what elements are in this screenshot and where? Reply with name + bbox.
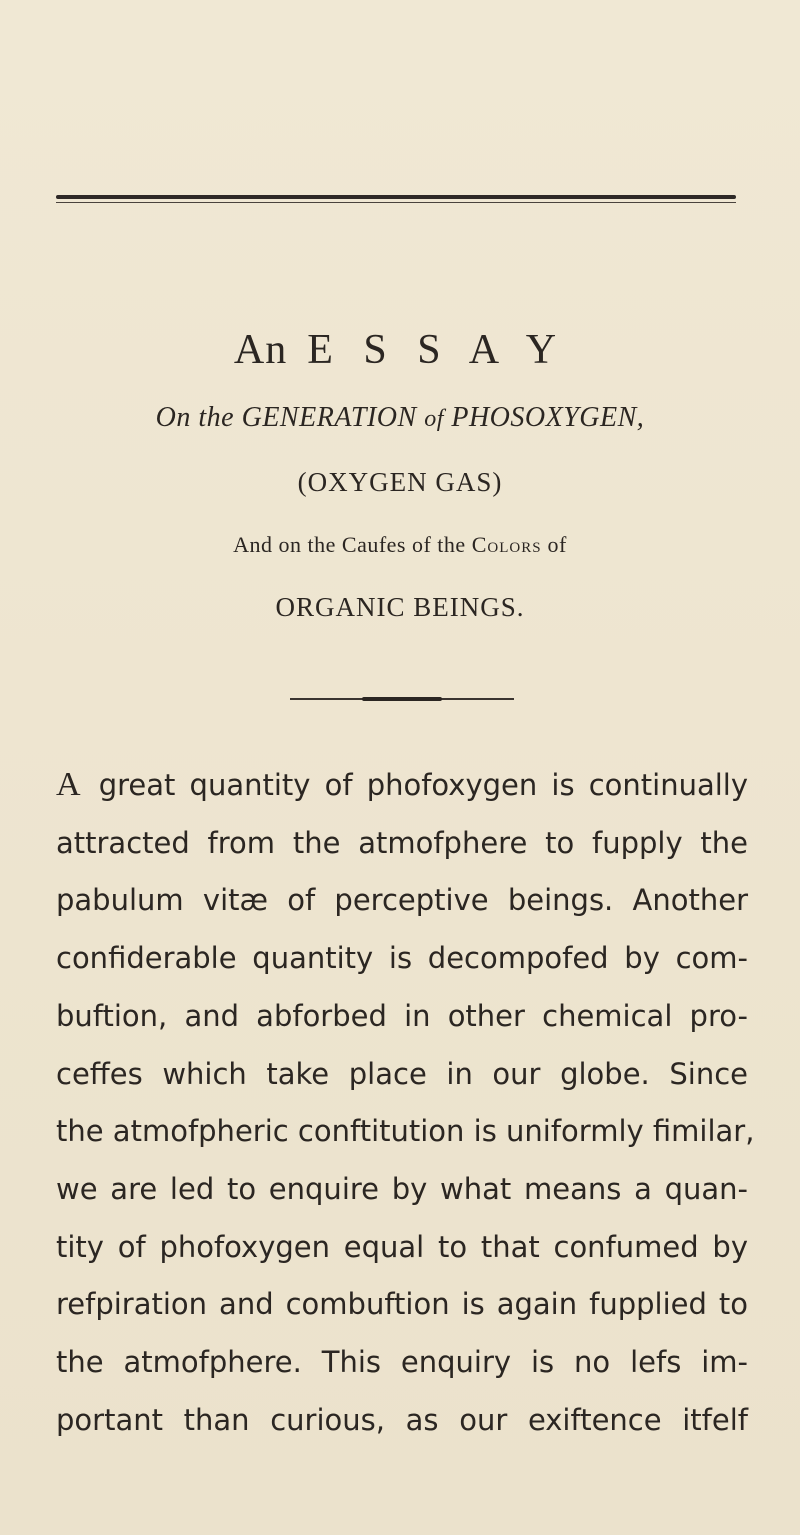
divider-ornament — [290, 697, 514, 701]
drop-initial: A — [56, 766, 81, 803]
subtitle-colors: Colors — [471, 532, 542, 557]
body-line-12: portant than curious, as our exiftence itfelf — [56, 1402, 748, 1437]
body-line-11: the atmofphere. This enquiry is no lefs im- — [56, 1345, 748, 1380]
subtitle-causes: And on the Caufes of the — [233, 532, 466, 557]
subtitle-generation: GENERATION — [241, 402, 417, 433]
top-rule-thin — [56, 202, 736, 203]
divider-swell — [362, 697, 442, 701]
top-rule — [56, 195, 736, 199]
subtitle-phosoxygen: PHOSOXYGEN, — [451, 402, 645, 433]
body-line-1-text: great quantity of phofoxygen is continually — [98, 768, 748, 802]
subtitle-line-1 — [0, 400, 800, 437]
title-essay: E S S A Y — [307, 327, 567, 373]
title-an: An — [233, 327, 288, 373]
body-line-2: attracted from the atmofphere to fupply the — [56, 825, 748, 860]
essay-title — [0, 325, 800, 375]
subtitle-of: of — [424, 406, 444, 432]
body-line-7: the atmofpheric conftitution is uniformly fimilar, — [56, 1114, 755, 1149]
body-line-6: ceffes which take place in our globe. Since — [56, 1056, 748, 1091]
subtitle-of-2: of — [547, 532, 567, 557]
body-line-1 — [56, 756, 748, 815]
body-paragraph — [56, 756, 755, 1449]
subtitle-line-2: (OXYGEN GAS) — [297, 467, 503, 497]
subtitle-on-the: On the — [155, 402, 235, 433]
body-line-5: buftion, and abforbed in other chemical pro- — [56, 998, 748, 1033]
body-line-8: we are led to enquire by what means a quan- — [56, 1171, 748, 1206]
body-line-10: refpiration and combuftion is again fupplied to — [56, 1287, 748, 1322]
body-line-9: tity of phofoxygen equal to that confumed by — [56, 1229, 748, 1264]
body-line-3: pabulum vitæ of perceptive beings. Another — [56, 883, 748, 918]
subtitle-line-4: ORGANIC BEINGS. — [275, 592, 525, 622]
body-line-4: confiderable quantity is decompofed by com- — [56, 941, 748, 976]
subtitle-line-3 — [0, 530, 800, 560]
